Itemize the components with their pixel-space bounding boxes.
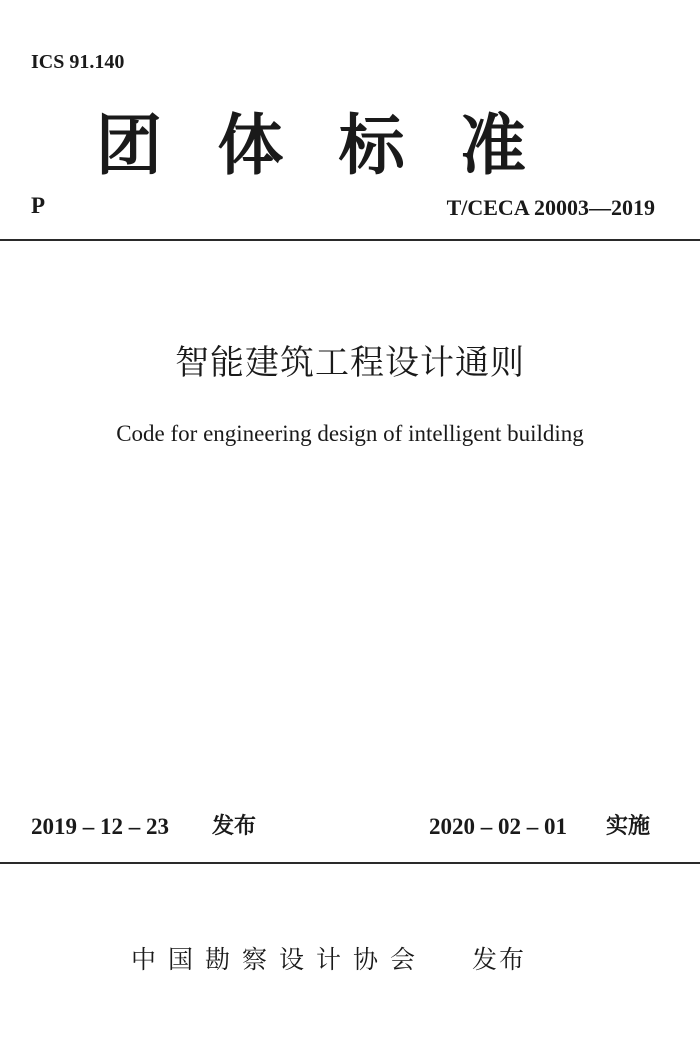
publish-label: 发布 (472, 945, 527, 974)
document-title-chinese: 智能建筑工程设计通则 (175, 343, 525, 383)
standard-type-char: 标 (338, 107, 405, 184)
implementation-date: 2020 – 02 – 01 (429, 814, 567, 839)
standard-type-char: 准 (459, 107, 526, 184)
top-divider (0, 239, 700, 241)
publisher-name: 中国勘察设计协会 (131, 945, 428, 974)
standard-type-heading (96, 108, 526, 184)
implementation-label: 实施 (606, 814, 651, 839)
standard-type-char: 团 (96, 107, 162, 184)
bottom-divider (0, 862, 700, 864)
standard-number: T/CECA 20003—2019 (446, 195, 655, 220)
issue-label: 发布 (212, 814, 257, 839)
document-title-english: Code for engineering design of intelligent building (116, 421, 584, 446)
standard-type-char: 体 (217, 107, 284, 184)
issue-date: 2019 – 12 – 23 (31, 814, 169, 839)
category-code: P (31, 193, 46, 218)
ics-code: ICS 91.140 (31, 51, 125, 73)
